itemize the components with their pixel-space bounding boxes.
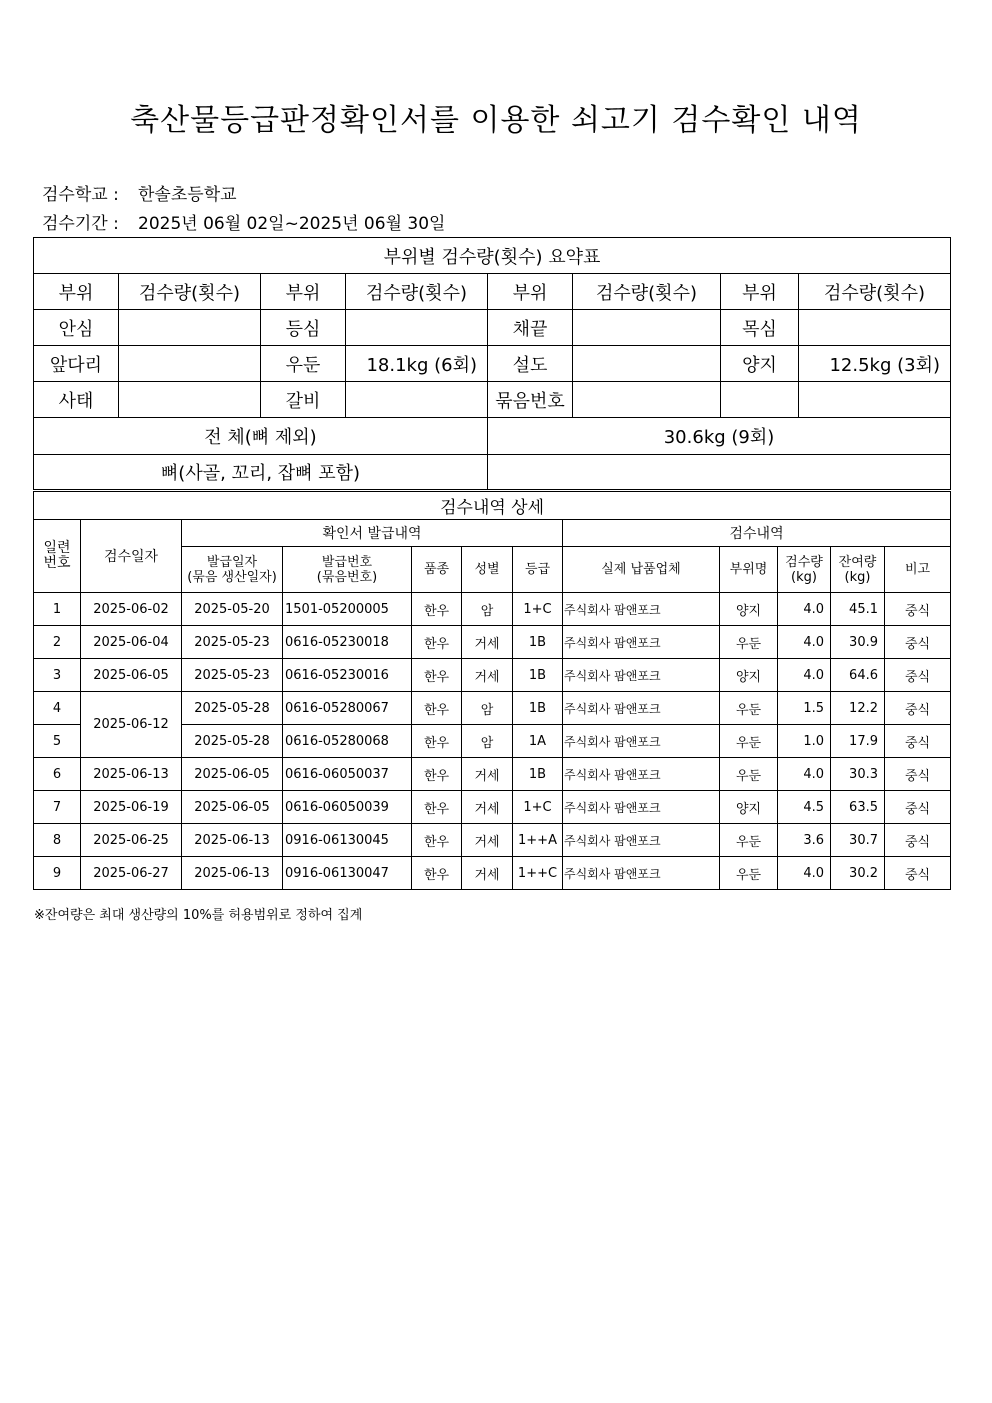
summary-part: 묶음번호	[488, 382, 573, 418]
row-no: 3	[34, 659, 81, 692]
col-cert-group: 확인서 발급내역	[182, 520, 563, 547]
row-part: 우둔	[720, 725, 778, 758]
row-note: 중식	[885, 593, 951, 626]
summary-part: 채끝	[488, 310, 573, 346]
row-part: 우둔	[720, 857, 778, 890]
detail-header-row	[34, 520, 951, 547]
bone-value	[488, 455, 951, 490]
footnote: ※잔여량은 최대 생산량의 10%를 허용범위로 정하여 집계	[34, 908, 363, 923]
row-qty: 3.6	[778, 824, 831, 857]
row-note: 중식	[885, 824, 951, 857]
summary-bone-row	[34, 455, 951, 490]
row-note: 중식	[885, 626, 951, 659]
row-issue-no: 0616-05280067	[283, 692, 412, 725]
row-inspect-date: 2025-06-04	[81, 626, 182, 659]
summary-col-amount: 검수량(횟수)	[119, 274, 261, 310]
row-sex: 거세	[462, 758, 513, 791]
row-vendor: 주식회사 팜앤포크	[563, 692, 720, 725]
row-breed: 한우	[412, 692, 462, 725]
summary-amount	[346, 382, 488, 418]
summary-part: 갈비	[261, 382, 346, 418]
row-no: 9	[34, 857, 81, 890]
table-row	[34, 857, 951, 890]
row-grade: 1++A	[513, 824, 563, 857]
summary-amount	[573, 310, 721, 346]
col-vendor: 실제 납품업체	[563, 547, 720, 593]
row-qty: 4.0	[778, 758, 831, 791]
row-part: 우둔	[720, 692, 778, 725]
row-inspect-date: 2025-06-13	[81, 758, 182, 791]
row-grade: 1+C	[513, 791, 563, 824]
row-sex: 암	[462, 593, 513, 626]
row-grade: 1+C	[513, 593, 563, 626]
col-inspect-date: 검수일자	[81, 520, 182, 593]
period-label: 검수기간 :	[42, 214, 119, 234]
summary-part: 앞다리	[34, 346, 119, 382]
row-issue-no: 0616-05280068	[283, 725, 412, 758]
summary-part: 목심	[721, 310, 799, 346]
row-issue-no: 0616-05230016	[283, 659, 412, 692]
row-issue-date: 2025-05-28	[182, 725, 283, 758]
summary-col-amount: 검수량(횟수)	[346, 274, 488, 310]
row-issue-no: 0616-06050039	[283, 791, 412, 824]
row-vendor: 주식회사 팜앤포크	[563, 725, 720, 758]
summary-amount	[119, 346, 261, 382]
row-no: 2	[34, 626, 81, 659]
row-inspect-date: 2025-06-12	[81, 692, 182, 758]
table-row	[34, 593, 951, 626]
row-issue-date: 2025-05-28	[182, 692, 283, 725]
table-row	[34, 659, 951, 692]
row-vendor: 주식회사 팜앤포크	[563, 659, 720, 692]
summary-title: 부위별 검수량(횟수) 요약표	[34, 238, 951, 274]
school-label: 검수학교 :	[42, 185, 119, 205]
row-qty: 4.5	[778, 791, 831, 824]
summary-row	[34, 382, 951, 418]
summary-amount	[346, 310, 488, 346]
row-issue-no: 0616-05230018	[283, 626, 412, 659]
period-value: 2025년 06월 02일~2025년 06월 30일	[138, 214, 446, 234]
summary-amount	[573, 346, 721, 382]
row-part: 양지	[720, 791, 778, 824]
col-issue-no: 발급번호 (묶음번호)	[283, 547, 412, 593]
row-qty: 4.0	[778, 857, 831, 890]
row-issue-date: 2025-06-13	[182, 857, 283, 890]
row-no: 8	[34, 824, 81, 857]
summary-amount	[799, 382, 951, 418]
row-no: 5	[34, 725, 81, 758]
col-note: 비고	[885, 547, 951, 593]
summary-total-row	[34, 418, 951, 455]
row-note: 중식	[885, 725, 951, 758]
row-breed: 한우	[412, 626, 462, 659]
summary-col-part: 부위	[488, 274, 573, 310]
row-issue-date: 2025-06-13	[182, 824, 283, 857]
table-row	[34, 626, 951, 659]
row-issue-no: 0916-06130047	[283, 857, 412, 890]
col-remain: 잔여량 (kg)	[831, 547, 885, 593]
row-remain: 30.9	[831, 626, 885, 659]
row-issue-no: 0916-06130045	[283, 824, 412, 857]
row-note: 중식	[885, 758, 951, 791]
summary-part: 설도	[488, 346, 573, 382]
row-qty: 1.5	[778, 692, 831, 725]
summary-part: 우둔	[261, 346, 346, 382]
row-remain: 45.1	[831, 593, 885, 626]
row-vendor: 주식회사 팜앤포크	[563, 857, 720, 890]
total-label: 전 체(뼈 제외)	[34, 418, 488, 455]
row-no: 7	[34, 791, 81, 824]
school-line	[42, 180, 237, 205]
row-inspect-date: 2025-06-19	[81, 791, 182, 824]
row-vendor: 주식회사 팜앤포크	[563, 791, 720, 824]
row-sex: 거세	[462, 626, 513, 659]
table-row	[34, 824, 951, 857]
row-part: 양지	[720, 593, 778, 626]
summary-row	[34, 310, 951, 346]
summary-amount: 12.5kg (3회)	[799, 346, 951, 382]
row-sex: 거세	[462, 857, 513, 890]
row-grade: 1B	[513, 758, 563, 791]
row-remain: 17.9	[831, 725, 885, 758]
summary-amount: 18.1kg (6회)	[346, 346, 488, 382]
row-breed: 한우	[412, 659, 462, 692]
summary-part: 등심	[261, 310, 346, 346]
summary-col-amount: 검수량(횟수)	[799, 274, 951, 310]
row-breed: 한우	[412, 758, 462, 791]
row-grade: 1++C	[513, 857, 563, 890]
summary-part: 사태	[34, 382, 119, 418]
summary-row	[34, 346, 951, 382]
row-breed: 한우	[412, 791, 462, 824]
row-grade: 1B	[513, 692, 563, 725]
detail-table	[33, 491, 951, 890]
summary-part	[721, 382, 799, 418]
row-remain: 12.2	[831, 692, 885, 725]
summary-table	[33, 237, 951, 490]
row-issue-date: 2025-05-20	[182, 593, 283, 626]
period-line	[42, 209, 445, 234]
row-inspect-date: 2025-06-27	[81, 857, 182, 890]
row-qty: 4.0	[778, 626, 831, 659]
summary-part: 양지	[721, 346, 799, 382]
table-row	[34, 758, 951, 791]
row-inspect-date: 2025-06-05	[81, 659, 182, 692]
row-inspect-date: 2025-06-25	[81, 824, 182, 857]
row-qty: 4.0	[778, 659, 831, 692]
row-vendor: 주식회사 팜앤포크	[563, 593, 720, 626]
row-sex: 거세	[462, 791, 513, 824]
row-part: 우둔	[720, 758, 778, 791]
row-no: 1	[34, 593, 81, 626]
page-title: 축산물등급판정확인서를 이용한 쇠고기 검수확인 내역	[130, 103, 862, 138]
summary-amount	[573, 382, 721, 418]
table-row	[34, 692, 951, 725]
row-issue-no: 0616-06050037	[283, 758, 412, 791]
col-sex: 성별	[462, 547, 513, 593]
row-note: 중식	[885, 692, 951, 725]
col-issue-date: 발급일자 (묶음 생산일자)	[182, 547, 283, 593]
row-no: 6	[34, 758, 81, 791]
summary-amount	[799, 310, 951, 346]
summary-amount	[119, 310, 261, 346]
row-vendor: 주식회사 팜앤포크	[563, 758, 720, 791]
row-grade: 1A	[513, 725, 563, 758]
col-inspect-group: 검수내역	[563, 520, 951, 547]
col-qty: 검수량 (kg)	[778, 547, 831, 593]
row-inspect-date: 2025-06-02	[81, 593, 182, 626]
col-part: 부위명	[720, 547, 778, 593]
row-remain: 30.3	[831, 758, 885, 791]
row-remain: 63.5	[831, 791, 885, 824]
summary-col-amount: 검수량(횟수)	[573, 274, 721, 310]
row-grade: 1B	[513, 626, 563, 659]
school-value: 한솔초등학교	[138, 185, 237, 205]
row-remain: 30.7	[831, 824, 885, 857]
row-sex: 거세	[462, 824, 513, 857]
row-issue-date: 2025-06-05	[182, 791, 283, 824]
detail-title: 검수내역 상세	[34, 492, 951, 520]
row-vendor: 주식회사 팜앤포크	[563, 626, 720, 659]
row-sex: 암	[462, 692, 513, 725]
row-issue-date: 2025-05-23	[182, 626, 283, 659]
row-breed: 한우	[412, 824, 462, 857]
row-remain: 30.2	[831, 857, 885, 890]
row-qty: 4.0	[778, 593, 831, 626]
col-grade: 등급	[513, 547, 563, 593]
row-breed: 한우	[412, 725, 462, 758]
summary-col-part: 부위	[721, 274, 799, 310]
total-value: 30.6kg (9회)	[488, 418, 951, 455]
summary-amount	[119, 382, 261, 418]
row-vendor: 주식회사 팜앤포크	[563, 824, 720, 857]
row-part: 양지	[720, 659, 778, 692]
row-sex: 거세	[462, 659, 513, 692]
summary-header-row	[34, 274, 951, 310]
summary-col-part: 부위	[261, 274, 346, 310]
bone-label: 뼈(사골, 꼬리, 잡뼈 포함)	[34, 455, 488, 490]
summary-col-part: 부위	[34, 274, 119, 310]
row-part: 우둔	[720, 626, 778, 659]
row-issue-date: 2025-06-05	[182, 758, 283, 791]
summary-part: 안심	[34, 310, 119, 346]
row-note: 중식	[885, 659, 951, 692]
row-part: 우둔	[720, 824, 778, 857]
row-breed: 한우	[412, 593, 462, 626]
row-qty: 1.0	[778, 725, 831, 758]
col-no: 일련 번호	[34, 520, 81, 593]
row-issue-no: 1501-05200005	[283, 593, 412, 626]
row-breed: 한우	[412, 857, 462, 890]
col-breed: 품종	[412, 547, 462, 593]
row-note: 중식	[885, 791, 951, 824]
row-grade: 1B	[513, 659, 563, 692]
row-note: 중식	[885, 857, 951, 890]
row-sex: 암	[462, 725, 513, 758]
row-remain: 64.6	[831, 659, 885, 692]
row-issue-date: 2025-05-23	[182, 659, 283, 692]
table-row	[34, 791, 951, 824]
row-no: 4	[34, 692, 81, 725]
